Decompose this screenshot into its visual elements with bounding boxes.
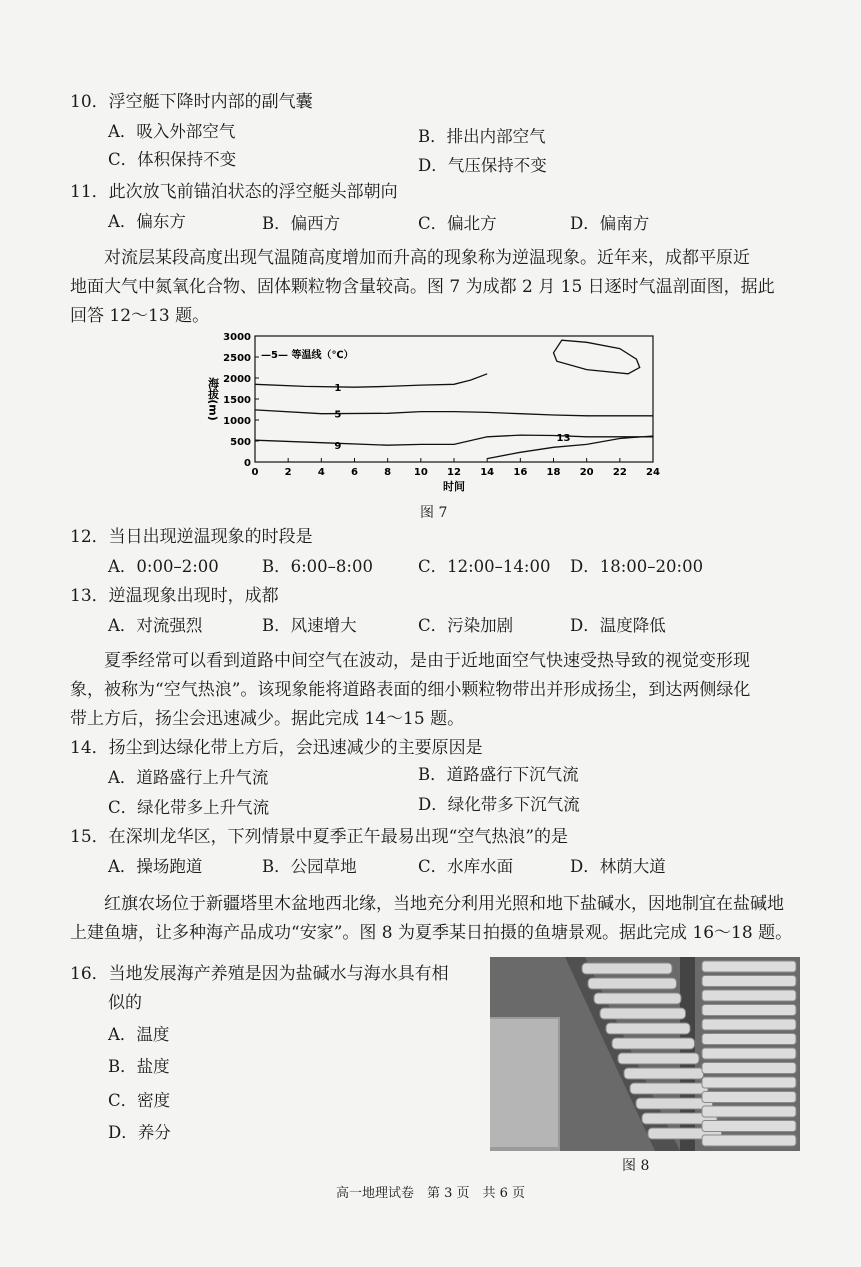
greenhouse-left [594, 993, 681, 1004]
intro2-line3: 带上方后，扬尘会迅速减少。据此完成 14～15 题。 [70, 709, 465, 729]
q16-stem-line2: 似的 [108, 993, 142, 1013]
greenhouse-right [702, 1063, 796, 1074]
greenhouse-right [702, 1048, 796, 1059]
greenhouse-left [624, 1068, 704, 1079]
x-tick-label: 24 [646, 467, 660, 478]
q15-option-a: A．操场跑道 [108, 857, 203, 876]
q12-stem: 12．当日出现逆温现象的时段是 [70, 527, 313, 547]
q14-option-a: A．道路盛行上升气流 [108, 768, 269, 787]
q14-option-c: C．绿化带多上升气流 [108, 798, 270, 817]
greenhouse-left [582, 963, 672, 974]
q15-option-c: C．水库水面 [418, 857, 514, 876]
q10-stem: 10．浮空艇下降时内部的副气囊 [70, 92, 313, 112]
figure7-isotherm-chart [195, 322, 675, 502]
isoline-label-13: 13 [556, 432, 571, 444]
x-tick-label: 20 [579, 467, 594, 478]
greenhouse-left [600, 1008, 686, 1019]
q10-option-c: C．体积保持不变 [108, 150, 237, 169]
isoline-label-1: 1 [334, 383, 342, 395]
q12-option-a: A．0:00–2:00 [108, 557, 219, 576]
figure8-fishpond-photo [490, 957, 800, 1151]
q13-stem: 13．逆温现象出现时，成都 [70, 586, 279, 606]
greenhouse-right [702, 1106, 796, 1117]
q10-option-b: B．排出内部空气 [418, 127, 546, 146]
fishpond-illustration [490, 957, 800, 1151]
greenhouse-right [702, 976, 796, 987]
intro1-line1: 对流层某段高度出现气温随高度增加而升高的现象称为逆温现象。近年来，成都平原近 [104, 248, 750, 268]
greenhouse-left [588, 978, 677, 989]
y-tick-label: 0 [244, 458, 251, 469]
isoline-label-9: 9 [334, 440, 342, 452]
intro1-line3: 回答 12～13 题。 [70, 306, 210, 326]
greenhouse-right [702, 1135, 796, 1146]
greenhouse-right [702, 961, 796, 972]
isoline-1 [355, 374, 488, 387]
q15-stem: 15．在深圳龙华区，下列情景中夏季正午最易出现“空气热浪”的是 [70, 827, 569, 847]
isoline-label-5: 5 [334, 409, 342, 421]
intro3-line1: 红旗农场位于新疆塔里木盆地西北缘，当地充分利用光照和地下盐碱水，因地制宜在盐碱地 [104, 894, 784, 914]
q15-option-d: D．林荫大道 [570, 857, 666, 876]
y-tick-label: 3000 [223, 332, 251, 343]
x-tick-label: 14 [480, 467, 495, 478]
greenhouse-right [702, 1121, 796, 1132]
q16-option-a: A．温度 [108, 1025, 170, 1044]
q16-option-c: C．密度 [108, 1091, 171, 1110]
q14-option-b: B．道路盛行下沉气流 [418, 765, 579, 784]
intro2-line2: 象，被称为“空气热浪”。该现象能将道路表面的细小颗粒物带出并形成扬尘，到达两侧绿化 [70, 680, 751, 700]
greenhouse-right [702, 1092, 796, 1103]
q10-option-a: A．吸入外部空气 [108, 122, 236, 141]
x-tick-label: 12 [447, 467, 461, 478]
y-axis-label: 海拔(m) [206, 377, 220, 421]
q14-stem: 14．扬尘到达绿化带上方后，会迅速减少的主要原因是 [70, 738, 483, 758]
x-tick-label: 0 [251, 467, 259, 478]
greenhouse-right [702, 1019, 796, 1030]
q13-option-c: C．污染加剧 [418, 616, 514, 635]
q16-option-d: D．养分 [108, 1123, 171, 1142]
y-tick-label: 500 [230, 437, 251, 448]
y-tick-label: 1500 [223, 395, 251, 406]
intro3-line2: 上建鱼塘，让多种海产品成功“安家”。图 8 为夏季某日拍摄的鱼塘景观。据此完成 16～18 题。 [70, 923, 793, 943]
x-axis-label: 时间 [443, 480, 465, 493]
greenhouse-left [630, 1083, 708, 1094]
q11-option-c: C．偏北方 [418, 214, 497, 233]
q11-option-b: B．偏西方 [262, 214, 341, 233]
x-tick-label: 4 [317, 467, 325, 478]
greenhouse-left [606, 1023, 690, 1034]
legend-text: —5— 等温线（℃） [261, 350, 354, 361]
greenhouse-right [702, 1034, 796, 1045]
q13-option-d: D．温度降低 [570, 616, 666, 635]
x-tick-label: 22 [612, 467, 627, 478]
q15-option-b: B．公园草地 [262, 857, 357, 876]
x-tick-label: 16 [513, 467, 528, 478]
q13-option-b: B．风速增大 [262, 616, 357, 635]
intro1-line2: 地面大气中氮氧化合物、固体颗粒物含量较高。图 7 为成都 2 月 15 日逐时气温剖面图，据此 [70, 277, 775, 297]
x-tick-label: 6 [351, 467, 358, 478]
greenhouse-right [702, 990, 796, 1001]
x-tick-label: 10 [413, 467, 428, 478]
q11-stem: 11．此次放飞前锚泊状态的浮空艇头部朝向 [70, 182, 398, 202]
q10-option-d: D．气压保持不变 [418, 156, 547, 175]
isoline-5 [255, 410, 653, 416]
greenhouse-left [612, 1038, 695, 1049]
q14-option-d: D．绿化带多下沉气流 [418, 795, 580, 814]
intro2-line1: 夏季经常可以看到道路中间空气在波动，是由于近地面空气快速受热导致的视觉变形现 [104, 651, 750, 671]
greenhouse-right [702, 1005, 796, 1016]
x-tick-label: 8 [384, 467, 392, 478]
y-tick-label: 1000 [223, 416, 251, 427]
figure8-caption: 图 8 [622, 1158, 650, 1174]
x-tick-label: 2 [284, 467, 292, 478]
y-tick-label: 2000 [223, 374, 251, 385]
q16-stem-line1: 16．当地发展海产养殖是因为盐碱水与海水具有相 [70, 964, 449, 984]
q13-option-a: A．对流强烈 [108, 616, 203, 635]
q11-option-a: A．偏东方 [108, 212, 186, 231]
q12-option-c: C．12:00–14:00 [418, 557, 551, 576]
y-tick-label: 2500 [223, 353, 251, 364]
q12-option-b: B．6:00–8:00 [262, 557, 373, 576]
q16-option-b: B．盐度 [108, 1057, 170, 1076]
page-footer: 高一地理试卷 第 3 页 共 6 页 [335, 1186, 526, 1201]
isoline-1-loop [554, 340, 640, 374]
x-tick-label: 18 [546, 467, 561, 478]
q11-option-d: D．偏南方 [570, 214, 650, 233]
greenhouse-right [702, 1077, 796, 1088]
greenhouse-left [636, 1098, 713, 1109]
q12-option-d: D．18:00–20:00 [570, 557, 704, 576]
figure7-caption: 图 7 [420, 505, 448, 521]
greenhouse-left [618, 1053, 699, 1064]
